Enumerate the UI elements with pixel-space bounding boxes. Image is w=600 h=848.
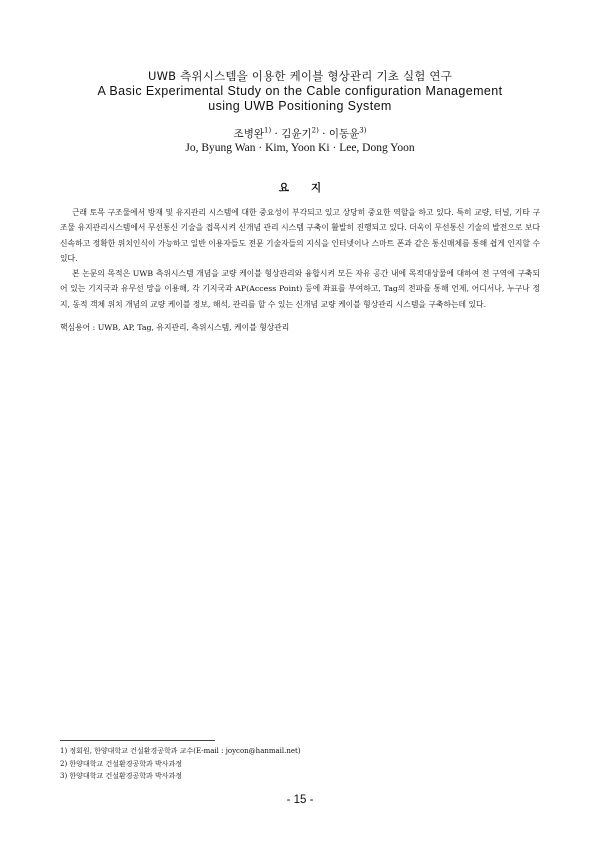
title-english-line2: using UWB Positioning System [208,99,392,113]
authors-english: Jo, Byung Wan · Kim, Yoon Ki · Lee, Dong Yoon [185,142,415,154]
author-footnote-mark: 1) [263,126,272,135]
author-footnote-mark: 3) [359,126,367,135]
authors-korean [0,126,600,141]
abstract-heading: 요지 [278,182,344,194]
abstract-body [60,205,540,312]
title-korean: UWB 측위시스템을 이용한 케이블 형상관리 기초 실험 연구 [147,69,453,83]
abstract-paragraph: 근래 토목 구조물에서 방재 및 유지관리 시스템에 대한 중요성이 부각되고 있고 상당히 중요한 역할을 하고 있다. 특히 교량, 터널, 기타 구조물 유지관리시스템에서 무선통신 기술을 접목시켜 신개념 관리 시스템 구축이 활발히 진행되고 있다. 더욱이 무선통신 기술의 발전으로 보다 신속하고 정확한 위치인식이 가능하고 일반 이용자들도 전문 기술자들의 지식을 인터넷이나 스마트 폰과 같은 통신매체를 통해 쉽게 인지할 수 있다. [60,208,540,263]
author-separator: · [271,128,282,140]
footnote: 2) 한양대학교 건설환경공학과 박사과정 [60,759,183,768]
footnote-divider [60,740,215,741]
author-name: 이동윤 [328,128,360,140]
footnotes [60,745,540,783]
keywords: 핵심용어 : UWB, AP, Tag, 유지관리, 측위시스템, 케이블 형상관리 [60,323,290,332]
footnote: 1) 정회원, 한양대학교 건설환경공학과 교수(E-mail : joycon@hanmail.net) [60,747,301,755]
author-footnote-mark: 2) [311,126,319,135]
footnote: 3) 한양대학교 건설환경공학과 박사과정 [60,772,183,780]
author-name: 조병완 [233,128,264,140]
author-separator: · [318,128,329,140]
title-english-line1: A Basic Experimental Study on the Cable configuration Management [97,84,503,98]
abstract-paragraph: 본 논문의 목적은 UWB 측위시스템 개념을 교량 케이블 형상관리와 융합시켜 모든 자유 공간 내에 목적대상물에 대하여 전 구역에 구축되어 있는 기지국과 유무선 망을 이용해, 각 기지국과 AP(Access Point) 등에 좌표를 부여하고, Tag의 전파를 통해 언제, 어디서나, 누구나 정지, 동적 객체 위치 개념의 교량 케이블 정보, 해석, 관리를 할 수 있는 신개념 교량 케이블 형상관리 시스템을 구축하는데 있다. [60,269,540,309]
page-number: - 15 - [286,794,314,806]
author-name: 김윤기 [281,128,312,140]
